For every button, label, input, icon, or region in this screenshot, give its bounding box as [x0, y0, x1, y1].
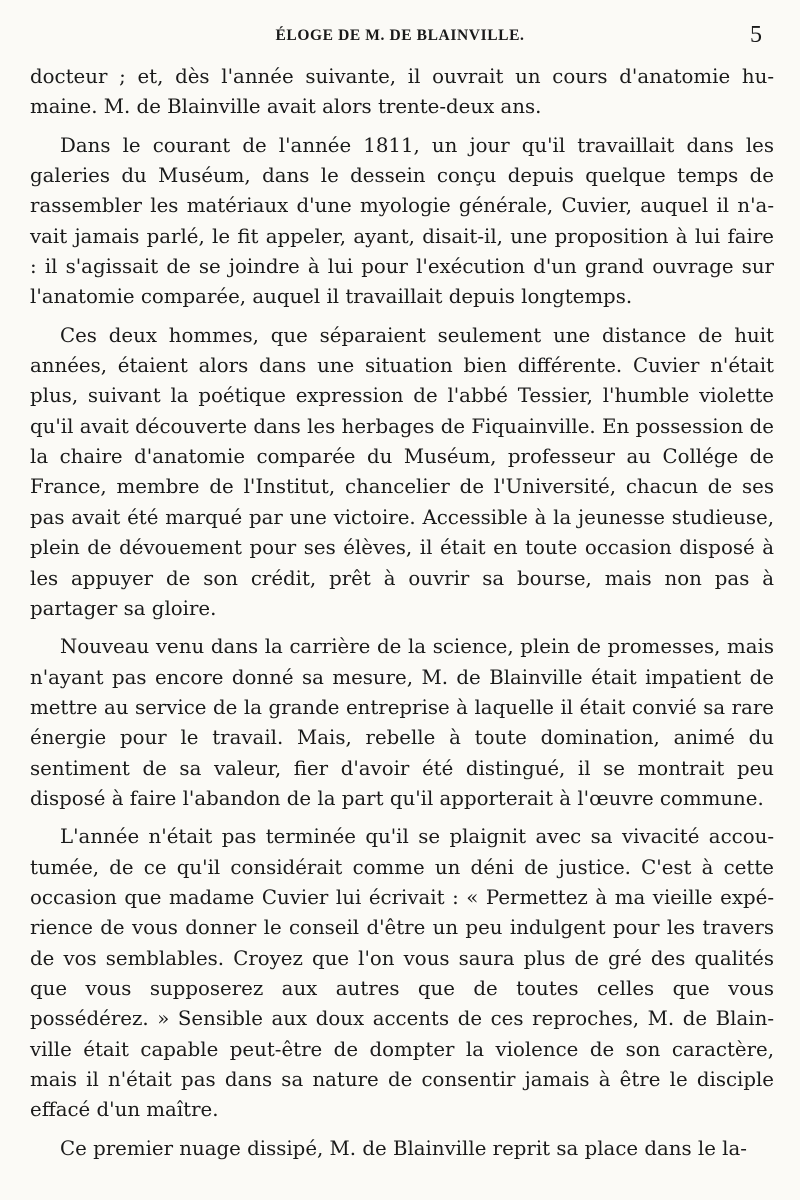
page-number: 5: [750, 22, 762, 48]
running-title: ÉLOGE DE M. DE BLAINVILLE.: [275, 27, 525, 44]
body-text: [30, 62, 774, 1172]
paragraph-last-line: Ce premier nuage dissipé, M. de Blainville reprit sa place dans le la-: [60, 1136, 747, 1160]
paragraph: Ces deux hommes, que séparaient seulement une distance de huit années, étaient alors dans une situation bien différente. Cuvier n'était plus, suivant la poétique expression de l'abbé Tessier, l'humble violette qu'il avait découverte dans les herbages de Fiquainville. En possession de la chaire d'anatomie comparée du Muséum, professeur au Collége de France, membre de l'Institut, chancelier de l'Université, chacun de ses pas avait été marqué par une victoire. Accessible à la jeunesse studieuse, plein de dévouement pour ses élèves, il était en toute occasion disposé à les appuyer de son crédit, prêt à ouvrir sa bourse, mais non pas à partager sa gloire.: [30, 323, 774, 620]
paragraph: L'année n'était pas terminée qu'il se plaignit avec sa vivacité accoutumée, de ce qu'il considérait comme un déni de justice. C'est à cette occasion que madame Cuvier lui écrivait : « Permettez à ma vieille expérience de vous donner le conseil d'être un peu indulgent pour les travers de vos semblables. Croyez que l'on vous saura plus de gré des qualités que vous supposerez aux autres que de toutes celles que vous possédérez. » Sensible aux doux accents de ces reproches, M. de Blainville était capable peut-être de dompter la violence de son caractère, mais il n'était pas dans sa nature de consentir jamais à être le disciple effacé d'un maître.: [30, 825, 774, 1122]
paragraph: Nouveau venu dans la carrière de la science, plein de promesses, mais n'ayant pas encore donné sa mesure, M. de Blainville était impatient de mettre au service de la grande entreprise à laquelle il était convié sa rare énergie pour le travail. Mais, rebelle à toute domination, animé du sentiment de sa valeur, fier d'avoir été distingué, il se montrait peu disposé à faire l'abandon de la part qu'il apporterait à l'œuvre commune.: [30, 635, 774, 810]
paragraph-continuation: docteur ; et, dès l'année suivante, il ouvrait un cours d'anatomie humaine. M. de Blainville avait alors trente-deux ans.: [30, 65, 774, 119]
paragraph: Dans le courant de l'année 1811, un jour qu'il travaillait dans les galeries du Muséum, dans le dessein conçu depuis quelque temps de rassembler les matériaux d'une myologie générale, Cuvier, auquel il n'avait jamais parlé, le fit appeler, ayant, disait-il, une proposition à lui faire : il s'agissait de se joindre à lui pour l'exécution d'un grand ouvrage sur l'anatomie comparée, auquel il travaillait depuis longtemps.: [30, 133, 774, 309]
page-header: [0, 0, 800, 56]
